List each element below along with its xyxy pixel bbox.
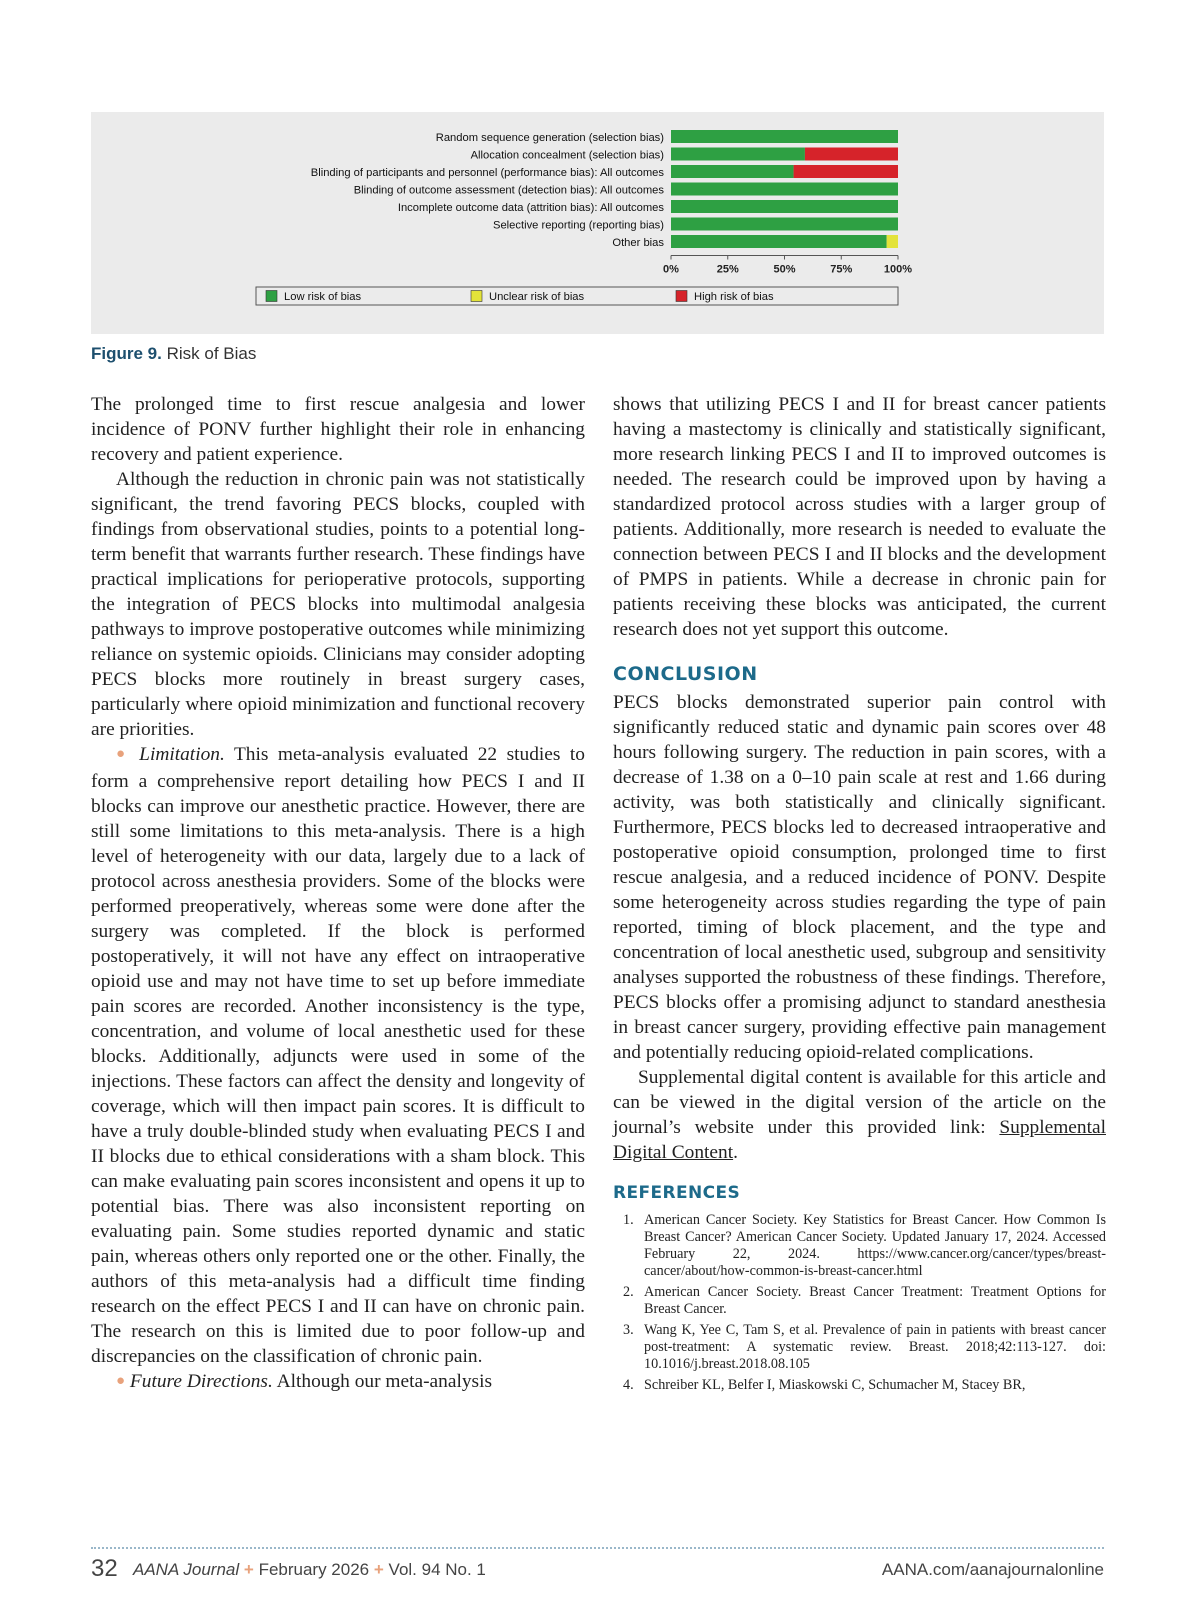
reference-text: American Cancer Society. Key Statistics for Breast Cancer. How Common Is Breast Cancer? American Cancer Society. Updated January 17, 2024. Accessed February 22, 2024. https://www.cancer.org/cancer/types/breast-cancer/about/how-common-is-breast-cancer.html [644,1212,1106,1279]
bar-segment [671,165,794,178]
reference-number: 4. [623,1377,634,1393]
bar-segment [794,165,898,178]
reference-text: Schreiber KL, Belfer I, Miaskowski C, Schumacher M, Stacey BR, [644,1377,1026,1393]
bar-segment [671,148,805,161]
reference-number: 1. [623,1212,634,1228]
future-directions-text: Although our meta-analysis [272,1371,493,1392]
paragraph: Although the reduction in chronic pain was not statistically significant, the trend favoring PECS blocks, coupled with findings from observational studies, points to a potential long-term benefit that warrants further research. These findings have practical implications for perioperative protocols, supporting the integration of PECS blocks into multimodal analgesia pathways to improve postoperative outcomes while minimizing reliance on systemic opioids. Clinicians may consider adopting PECS blocks more routinely in breast surgery cases, particularly where opioid minimization and functional recovery are priorities. [91,469,585,740]
bullet-icon: ● [116,1373,126,1389]
x-tick-label: 100% [883,263,913,276]
paragraph: shows that utilizing PECS I and II for breast cancer patients having a mastectomy is clinically and statistically significant, more research linking PECS I and II to improved outcomes is needed. The research could be improved upon by having a standardized protocol across studies with a larger group of patients. Additionally, more research is needed to evaluate the connection between PECS I and II blocks and the development of PMPS in patients. While a decrease in chronic pain for patients receiving these blocks was anticipated, the current research does not yet support this outcome. [613,394,1106,640]
bar-segment [671,130,898,143]
legend-label: High risk of bias [694,291,774,303]
bar-segment [671,183,898,196]
paragraph: The prolonged time to first rescue analgesia and lower incidence of PONV further highlight their role in enhancing recovery and patient experience. [91,394,585,465]
page-footer [91,1555,1104,1589]
x-tick-label: 75% [830,263,853,276]
journal-name: AANA Journal [133,1560,240,1579]
volume: Vol. 94 No. 1 [388,1560,486,1579]
future-directions-paragraph [91,1369,585,1396]
reference-text: Wang K, Yee C, Tam S, et al. Prevalence of pain in patients with breast cancer post-treatment: A systematic review. Breast. 2018;42:113-127. doi: 10.1016/j.breast.2018.08.105 [644,1322,1106,1372]
figure-caption-label: Figure 9. [91,344,162,363]
reference-item [613,1377,1106,1394]
reference-item [613,1212,1106,1280]
reference-number: 3. [623,1322,634,1338]
reference-number: 2. [623,1284,634,1300]
category-label: Other bias [612,237,664,249]
reference-text: American Cancer Society. Breast Cancer Treatment: Treatment Options for Breast Cancer. [644,1284,1106,1317]
bar-segment [671,218,898,231]
supplemental-paragraph [613,1065,1106,1165]
bullet-icon: ● [116,746,130,762]
limitation-label: Limitation. [139,744,225,765]
legend-label: Unclear risk of bias [489,291,585,303]
legend-label: Low risk of bias [284,291,362,303]
category-label: Random sequence generation (selection bias) [435,132,664,144]
page-number: 32 [91,1555,118,1582]
conclusion-heading: CONCLUSION [613,663,758,685]
figure-caption [91,344,256,364]
left-column [91,392,585,1396]
x-tick-label: 50% [773,263,796,276]
limitation-text: This meta-analysis evaluated 22 studies to form a comprehensive report detailing how PECS I and II blocks can improve our anesthetic practice. However, there are still some limitations to this meta-analysis. There is a high level of heterogeneity with our data, largely due to a lack of protocol across anesthesia providers. Some of the blocks were performed preoperatively, whereas some were done after the surgery was completed. If the block is performed postoperatively, it will not have any effect on intraoperative opioid use and may not have time to set up before immediate pain scores are recorded. Another inconsistency is the type, concentration, and volume of local anesthetic used for these blocks. Additionally, adjuncts were used in some of the injections. These factors can affect the density and longevity of coverage, which will then impact pain scores. It is difficult to have a truly double-blinded study when evaluating PECS I and II blocks due to ethical considerations with a sham block. This can make evaluating pain scores inconsistent and opens it up to potential bias. There was also inconsistent reporting on evaluating pain. Some studies reported dynamic and static pain, whereas others only reported one or the other. Finally, the authors of this meta-analysis had a difficult time finding research on the effect PECS I and II can have on chronic pain. The research on this is limited due to poor follow-up and discrepancies on the classification of chronic pain. [91,744,585,1367]
risk-of-bias-chart [91,112,1104,334]
reference-item [613,1284,1106,1318]
bar-segment [887,235,898,248]
bar-segment [671,200,898,213]
x-tick-label: 25% [716,263,739,276]
category-label: Incomplete outcome data (attrition bias): All outcomes [397,202,664,214]
journal-website[interactable]: AANA.com/aanajournalonline [881,1560,1104,1579]
figure-caption-text: Risk of Bias [166,344,257,363]
supplemental-end: . [733,1142,738,1163]
issue-date: February 2026 [258,1560,370,1579]
bar-segment [805,148,898,161]
category-label: Allocation concealment (selection bias) [470,149,664,162]
legend-swatch [266,291,277,302]
risk-of-bias-figure [91,112,1104,334]
supplemental-text: Supplemental digital content is available for this article and can be viewed in the digital version of the article on the journal’s website under this provided link: [613,1067,1106,1138]
legend-swatch [676,291,687,302]
category-label: Selective reporting (reporting bias) [492,219,664,232]
conclusion-paragraph: PECS blocks demonstrated superior pain control with significantly reduced static and dynamic pain scores over 48 hours following surgery. The reduction in pain scores, with a decrease of 1.38 on a 0–10 pain scale at rest and 1.66 during activity, was both statistically and clinically significant. Furthermore, PECS blocks led to decreased intraoperative and postoperative opioid consumption, prolonged time to first rescue analgesia, and a reduced incidence of PONV. Despite some heterogeneity across studies regarding the type of pain reported, timing of block placement, and the type and concentration of local anesthetic used, subgroup and sensitivity analyses supported the robustness of these findings. Therefore, PECS blocks offer a promising adjunct to standard anesthesia in breast cancer surgery, providing effective pain management and potentially reducing opioid-related complications. [613,692,1106,1063]
category-label: Blinding of participants and personnel (performance bias): All outcomes [310,167,664,179]
right-column [613,392,1106,1398]
limitation-paragraph [91,742,585,1369]
supplemental-link[interactable]: Supplemental Digital Content [613,1117,1106,1163]
category-label: Blinding of outcome assessment (detection bias): All outcomes [353,184,664,197]
references-heading: REFERENCES [613,1183,741,1203]
journal-info [133,1560,486,1580]
reference-item [613,1322,1106,1373]
references-list [613,1212,1106,1394]
plus-icon: + [243,1560,254,1579]
legend-swatch [471,291,482,302]
x-tick-label: 0% [663,263,679,276]
footer-divider [91,1547,1104,1549]
plus-icon: + [373,1560,384,1579]
future-directions-label: Future Directions. [129,1371,273,1392]
bar-segment [671,235,887,248]
